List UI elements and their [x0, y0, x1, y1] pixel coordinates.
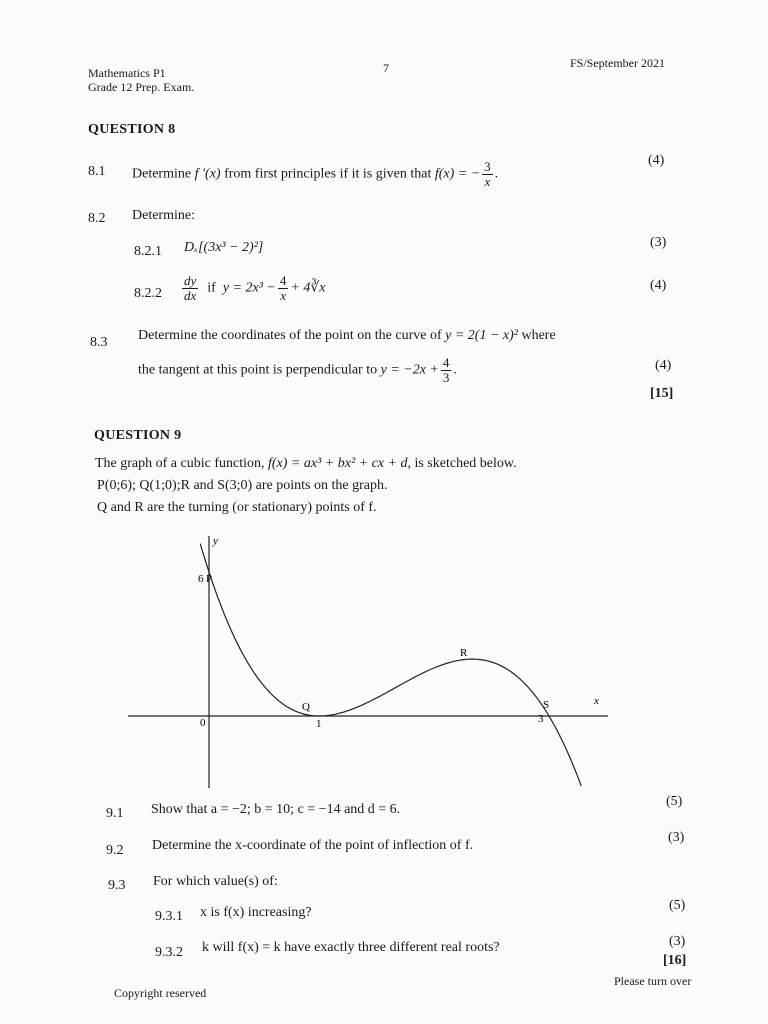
grade-label: Grade 12 Prep. Exam. [88, 80, 195, 94]
question-8-1-text: Determine f ′(x) from first principles if it is given that f(x) = − $\frac{3}{x}$ . [132, 159, 499, 189]
question-8-title: QUESTION 8 [88, 122, 176, 137]
question-9-title: QUESTION 9 [94, 428, 182, 443]
cubic-graph [120, 530, 610, 790]
question-8-3-line1: Determine the coordinates of the point on the curve of y = 2(1 − x)² where [138, 328, 556, 343]
question-9-3-text: For which value(s) of: [153, 874, 278, 889]
marks: (4) [650, 278, 667, 293]
point-label-s: S [543, 699, 550, 711]
exam-code: FS/September 2021 [570, 56, 665, 70]
question-9-1-text: Show that a = −2; b = 10; c = −14 and d = 6. [151, 802, 401, 817]
question-8-3-line2: the tangent at this point is perpendicular to y = −2x + $\frac{4}{3}$ . [138, 355, 457, 385]
item-number: 9.2 [106, 843, 124, 858]
cubic-curve [200, 544, 581, 786]
marks: (4) [655, 358, 672, 373]
cubic-graph-svg [120, 530, 610, 790]
item-number: 9.3 [108, 878, 126, 893]
subject-label: Mathematics P1 [88, 66, 166, 80]
question-9-3-1-text: x is f(x) increasing? [200, 905, 312, 920]
page-number: 7 [383, 61, 389, 75]
y-axis-label: y [213, 535, 218, 547]
origin-label: 0 [200, 717, 206, 729]
marks: (4) [648, 153, 665, 168]
tick-label-1: 1 [316, 718, 322, 730]
x-axis-label: x [594, 695, 599, 707]
question-8-2-2-text: $\frac{dy}{dx}$ if y = 2x³ − $\frac{4}{x}$ + 4∛x [184, 273, 326, 303]
turn-over-label: Please turn over [614, 974, 692, 988]
question-8-2-text: Determine: [132, 208, 195, 223]
point-label-p: P [206, 573, 213, 585]
point-label-q: Q [302, 701, 310, 713]
item-number: 9.1 [106, 806, 124, 821]
item-number: 8.2 [88, 211, 106, 226]
marks: (3) [650, 235, 667, 250]
point-label-r: R [460, 647, 468, 659]
question-9-total: [16] [663, 953, 687, 968]
tick-label-3: 3 [538, 713, 544, 725]
item-number: 8.3 [90, 335, 108, 350]
item-number: 9.3.2 [155, 945, 183, 960]
question-8-total: [15] [650, 386, 674, 401]
marks: (3) [669, 934, 686, 949]
copyright-label: Copyright reserved [114, 986, 207, 1000]
tick-label-6: 6 [198, 573, 204, 585]
question-9-intro-line2: P(0;6); Q(1;0);R and S(3;0) are points on the graph. [97, 478, 388, 493]
item-number: 8.2.2 [134, 286, 162, 301]
question-9-intro-line1: The graph of a cubic function, f(x) = ax³ + bx² + cx + d, is sketched below. [95, 456, 517, 471]
marks: (5) [666, 794, 683, 809]
marks: (3) [668, 830, 685, 845]
question-9-3-2-text: k will f(x) = k have exactly three different real roots? [202, 940, 500, 955]
item-number: 8.1 [88, 164, 106, 179]
marks: (5) [669, 898, 686, 913]
question-9-2-text: Determine the x-coordinate of the point of inflection of f. [152, 838, 474, 853]
item-number: 8.2.1 [134, 244, 162, 259]
item-number: 9.3.1 [155, 909, 183, 924]
question-8-2-1-expr: Dₓ[(3x³ − 2)²] [184, 240, 264, 255]
question-9-intro-line3: Q and R are the turning (or stationary) points of f. [97, 500, 377, 515]
